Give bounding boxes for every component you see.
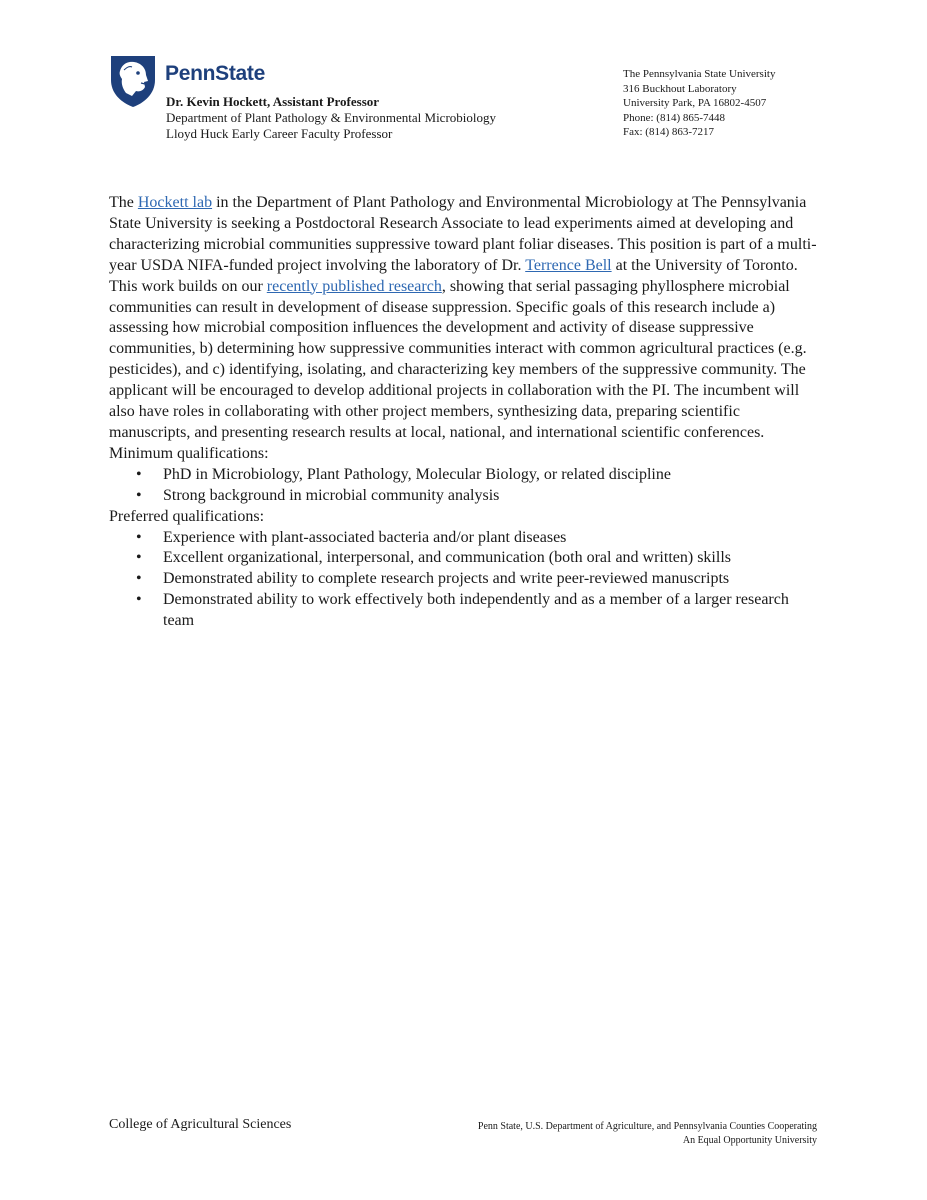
phone-line: Phone: (814) 865-7448 xyxy=(623,111,726,124)
minimum-qualifications-heading: Minimum qualifications: xyxy=(109,444,269,462)
address-line: 316 Buckhout Laboratory xyxy=(623,82,737,95)
footer-equal-opportunity-line: An Equal Opportunity University xyxy=(682,1135,817,1146)
brand-wordmark: PennState xyxy=(165,62,265,85)
preferred-qualifications-heading: Preferred qualifications: xyxy=(109,507,265,525)
paragraph-text: at the University of Toronto. This work builds on our xyxy=(109,256,798,295)
sender-block xyxy=(166,94,496,142)
footer-disclaimer xyxy=(478,1120,817,1148)
sender-department: Department of Plant Pathology & Environmental Microbiology xyxy=(166,110,497,125)
published-research-link[interactable]: recently published research xyxy=(266,277,442,295)
hockett-lab-link[interactable]: Hockett lab xyxy=(137,194,213,211)
list-item: • Experience with plant-associated bacteria and/or plant diseases xyxy=(163,528,821,549)
list-item: • Demonstrated ability to complete research projects and write peer-reviewed manuscripts xyxy=(163,569,821,590)
sender-name: Dr. Kevin Hockett, Assistant Professor xyxy=(166,94,380,109)
terrence-bell-link[interactable]: Terrence Bell xyxy=(525,256,612,274)
paragraph-text: in the Department of Plant Pathology and Environmental Microbiology at The Pennsylvania State University is seeking a Postdoctoral Research Associate to lead experiments aimed at developing and characterizing microbial communities suppressive toward plant foliar diseases. This position is part of a multi-year USDA NIFA-funded project involving the laboratory of Dr. xyxy=(109,194,817,274)
address-line: University Park, PA 16802-4507 xyxy=(623,97,767,109)
list-item: • Demonstrated ability to work effectively both independently and as a member of a larger research team xyxy=(163,590,821,632)
list-item: • Excellent organizational, interpersonal, and communication (both oral and written) skills xyxy=(163,548,821,569)
nittany-lion-shield-icon xyxy=(108,54,158,108)
preferred-qualifications-list xyxy=(109,528,821,633)
fax-line: Fax: (814) 863-7217 xyxy=(623,126,715,138)
list-item: • Strong background in microbial community analysis xyxy=(163,486,821,507)
sender-title: Lloyd Huck Early Career Faculty Professor xyxy=(166,126,393,141)
paragraph-text: , showing that serial passaging phyllosphere microbial communities can result in development of disease suppression. Specific goals of this research include a) assessing how microbial composition influences the development and activity of disease suppressive communities, b) determining how suppressive communities interact with common agricultural practices (e.g. pesticides), and c) identifying, isolating, and characterizing key members of the suppressive community. The applicant will be encouraged to develop additional projects in collaboration with the PI. The incumbent will also have roles in collaborating with other project members, synthesizing data, preparing scientific manuscripts, and presenting research results at local, national, and international scientific conferences. xyxy=(109,277,807,441)
intro-paragraph xyxy=(109,193,821,444)
letter-body xyxy=(109,193,821,632)
address-line: The Pennsylvania State University xyxy=(623,68,776,80)
minimum-qualifications-list xyxy=(109,465,821,507)
address-block xyxy=(623,67,775,140)
paragraph-text: The xyxy=(109,194,138,211)
list-item: • PhD in Microbiology, Plant Pathology, Molecular Biology, or related discipline xyxy=(163,465,821,486)
footer-college: College of Agricultural Sciences xyxy=(109,1117,292,1132)
footer-cooperation-line: Penn State, U.S. Department of Agriculture, and Pennsylvania Counties Cooperating xyxy=(477,1121,817,1132)
